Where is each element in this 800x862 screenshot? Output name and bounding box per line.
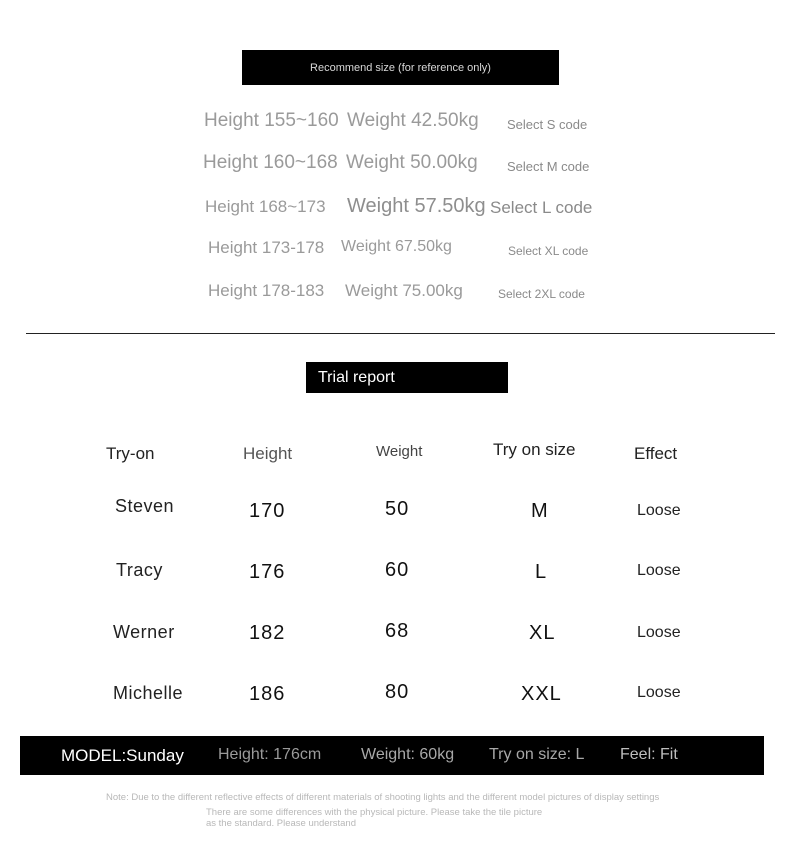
size-weight: Weight 75.00kg <box>345 281 463 300</box>
tryon-size: L <box>535 561 548 583</box>
size-row-2xl <box>0 281 800 311</box>
size-height: Height 160~168 <box>203 152 338 173</box>
disclaimer-line-2: There are some differences with the physical picture. Please take the tile picture <box>206 807 543 818</box>
tryon-height: 170 <box>249 500 286 522</box>
size-select: Select M code <box>507 159 590 174</box>
tryon-height: 186 <box>249 683 286 705</box>
tryon-weight: 68 <box>385 620 410 642</box>
size-row-s <box>0 110 800 140</box>
tryon-weight: 80 <box>385 681 410 703</box>
tryon-effect: Loose <box>637 684 681 701</box>
tryon-height: 176 <box>249 561 286 583</box>
size-height: Height 168~173 <box>205 197 326 216</box>
trial-report-title: Trial report <box>318 368 395 386</box>
disclaimer-line-3: as the standard. Please understand <box>206 818 356 829</box>
section-divider <box>26 333 775 334</box>
header-weight: Weight <box>376 443 423 460</box>
size-weight: Weight 67.50kg <box>341 238 452 255</box>
model-name: MODEL:Sunday <box>61 746 184 765</box>
size-select: Select S code <box>507 117 588 132</box>
header-effect: Effect <box>634 444 678 463</box>
size-weight: Weight 42.50kg <box>347 110 479 131</box>
tryon-height: 182 <box>249 622 286 644</box>
tryon-name: Tracy <box>116 560 163 580</box>
model-weight: Weight: 60kg <box>361 746 455 763</box>
tryon-weight: 50 <box>385 498 410 520</box>
model-height: Height: 176cm <box>218 746 322 763</box>
model-feel: Feel: Fit <box>620 746 678 763</box>
tryon-weight: 60 <box>385 559 410 581</box>
tryon-effect: Loose <box>637 624 681 641</box>
tryon-size: M <box>531 500 549 522</box>
recommend-size-banner <box>242 50 559 85</box>
size-select: Select L code <box>490 198 593 217</box>
size-height: Height 173-178 <box>208 238 325 257</box>
size-select: Select 2XL code <box>498 287 585 301</box>
tryon-size: XL <box>529 622 556 644</box>
tryon-name: Michelle <box>113 683 184 703</box>
model-info-bar <box>20 736 764 775</box>
tryon-effect: Loose <box>637 502 681 519</box>
tryon-size: XXL <box>521 683 562 705</box>
header-tryon: Try-on <box>106 444 155 463</box>
size-height: Height 155~160 <box>204 110 339 131</box>
header-try-on-size: Try on size <box>493 440 576 459</box>
size-select: Select XL code <box>508 244 589 258</box>
header-height: Height <box>243 444 293 463</box>
tryon-effect: Loose <box>637 562 681 579</box>
size-weight: Weight 50.00kg <box>346 152 478 173</box>
model-try-on-size: Try on size: L <box>489 746 585 763</box>
recommend-size-title: Recommend size (for reference only) <box>310 61 491 74</box>
tryon-name: Werner <box>113 622 175 642</box>
size-height: Height 178-183 <box>208 281 325 300</box>
size-row-l <box>0 195 800 225</box>
size-row-xl <box>0 238 800 268</box>
size-weight: Weight 57.50kg <box>347 195 486 217</box>
disclaimer-line-1: Note: Due to the different reflective effects of different materials of shooting lights and the different model pictures of display settings <box>106 792 660 803</box>
tryon-name: Steven <box>115 496 175 516</box>
size-row-m <box>0 152 800 182</box>
trial-report-banner <box>306 362 508 393</box>
